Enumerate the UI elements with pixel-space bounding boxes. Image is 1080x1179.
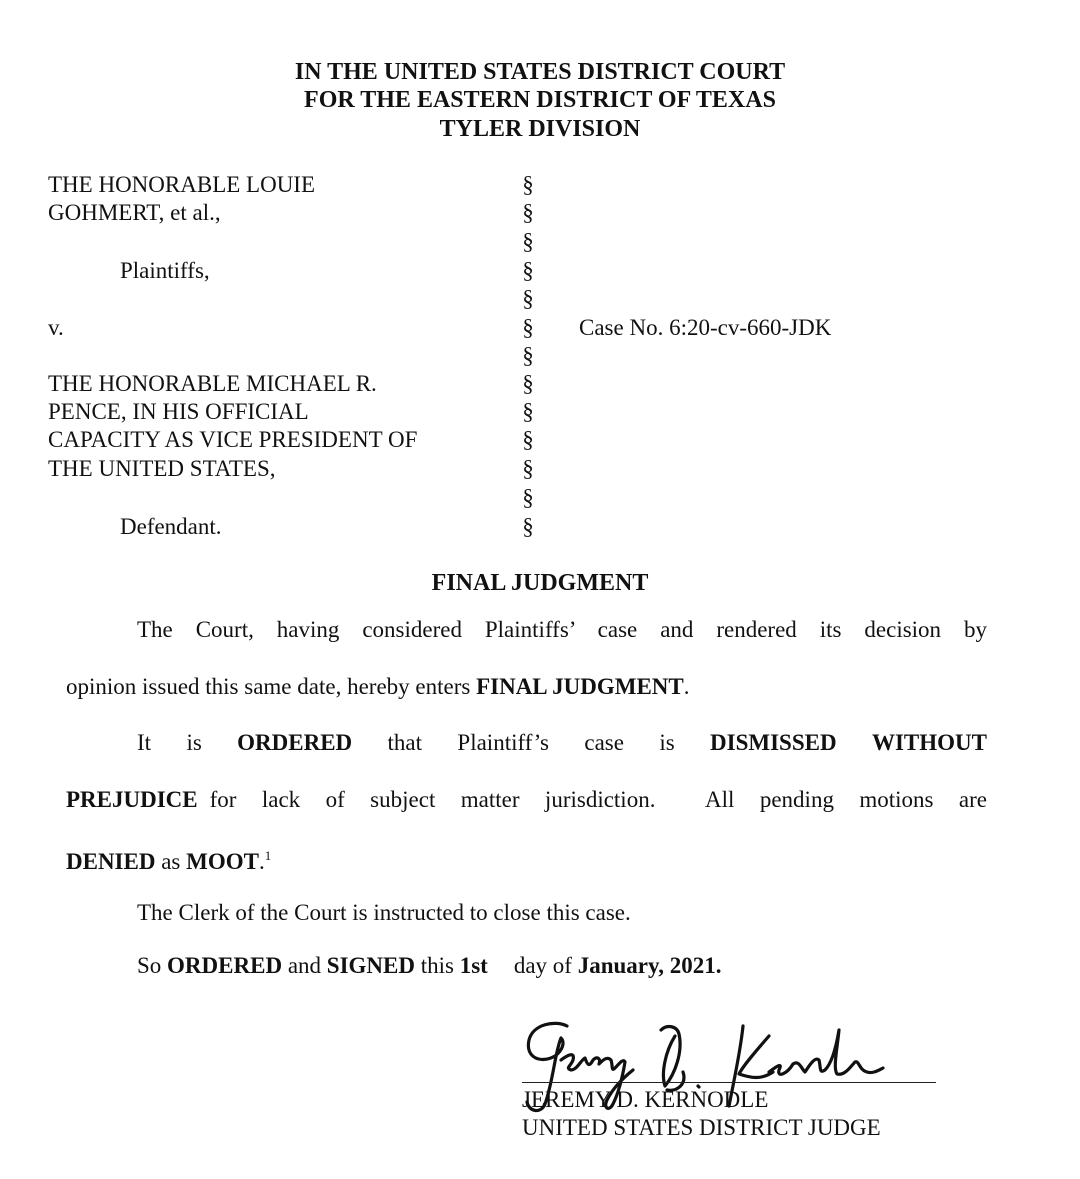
ordered-emphasis: ORDERED (237, 730, 353, 755)
section-symbol: § (522, 172, 534, 197)
section-symbol: § (522, 514, 534, 539)
paragraph-2-line-2 (66, 786, 987, 814)
text-span: day of (513, 953, 578, 978)
signing-date: January, 2021. (577, 953, 722, 978)
section-symbol: § (522, 343, 534, 368)
document-title: FINAL JUDGMENT (431, 570, 649, 596)
section-symbol: § (522, 286, 534, 311)
text-span: It (137, 730, 152, 755)
text-span: as (155, 849, 187, 874)
text-span: case (584, 730, 624, 755)
section-symbol: § (522, 427, 534, 452)
text-span: Plaintiff’s (457, 730, 549, 755)
text-span: that (387, 730, 423, 755)
prejudice-emphasis: PREJUDICE (66, 787, 198, 812)
signed-emphasis: SIGNED (326, 953, 415, 978)
paragraph-2-line-1 (137, 729, 987, 757)
court-name: IN THE UNITED STATES DISTRICT COURT (294, 59, 786, 85)
text-span: this (414, 953, 460, 978)
division-name: TYLER DIVISION (439, 116, 641, 142)
section-symbol: § (522, 371, 534, 396)
section-symbol: § (522, 315, 534, 340)
text-span: So (137, 953, 168, 978)
defendant-name-line1: THE HONORABLE MICHAEL R. (48, 371, 377, 396)
text-span: is (186, 730, 202, 755)
without-emphasis: WITHOUT (871, 730, 987, 755)
section-symbol: § (522, 258, 534, 283)
defendant-name-line3: CAPACITY AS VICE PRESIDENT OF (48, 427, 418, 452)
text-span: and (282, 953, 327, 978)
plaintiff-name-line2: GOHMERT, et al., (48, 200, 221, 225)
denied-emphasis: DENIED (66, 849, 156, 874)
footnote-reference: 1 (264, 848, 272, 863)
signature-line (522, 1082, 936, 1083)
defendant-name-line2: PENCE, IN HIS OFFICIAL (48, 399, 309, 424)
text-span: is (659, 730, 675, 755)
versus: v. (48, 315, 64, 340)
paragraph-1-line-2 (66, 673, 689, 701)
defendant-role: Defendant. (120, 514, 222, 539)
judge-title: UNITED STATES DISTRICT JUDGE (522, 1115, 881, 1140)
case-number: Case No. 6:20-cv-660-JDK (579, 315, 832, 340)
signed-line (137, 952, 722, 980)
paragraph-2-line-3 (66, 842, 271, 876)
text-span: opinion issued this same date, hereby enters (66, 674, 477, 699)
text-span: for lack of subject matter jurisdiction. All pending motions are (209, 787, 987, 812)
section-symbol: § (522, 399, 534, 424)
text-span: . (258, 849, 265, 874)
signing-day: 1st (459, 953, 488, 978)
ordered-emphasis: ORDERED (167, 953, 283, 978)
section-symbol: § (522, 200, 534, 225)
plaintiff-role: Plaintiffs, (120, 258, 210, 283)
dismissed-emphasis: DISMISSED (710, 730, 837, 755)
judge-name: JEREMY D. KERNODLE (522, 1087, 769, 1112)
district-name: FOR THE EASTERN DISTRICT OF TEXAS (304, 87, 776, 113)
section-symbol: § (522, 229, 534, 254)
defendant-name-line4: THE UNITED STATES, (48, 456, 276, 481)
moot-emphasis: MOOT (186, 849, 259, 874)
paragraph-3: The Clerk of the Court is instructed to close this case. (137, 900, 631, 925)
section-symbol: § (522, 485, 534, 510)
plaintiff-name-line1: THE HONORABLE LOUIE (48, 172, 316, 197)
final-judgment-emphasis: FINAL JUDGMENT (476, 674, 684, 699)
section-symbol: § (522, 456, 534, 481)
paragraph-1-line-1: The Court, having considered Plaintiffs’ case and rendered its decision by (137, 617, 987, 642)
text-span: . (683, 674, 690, 699)
